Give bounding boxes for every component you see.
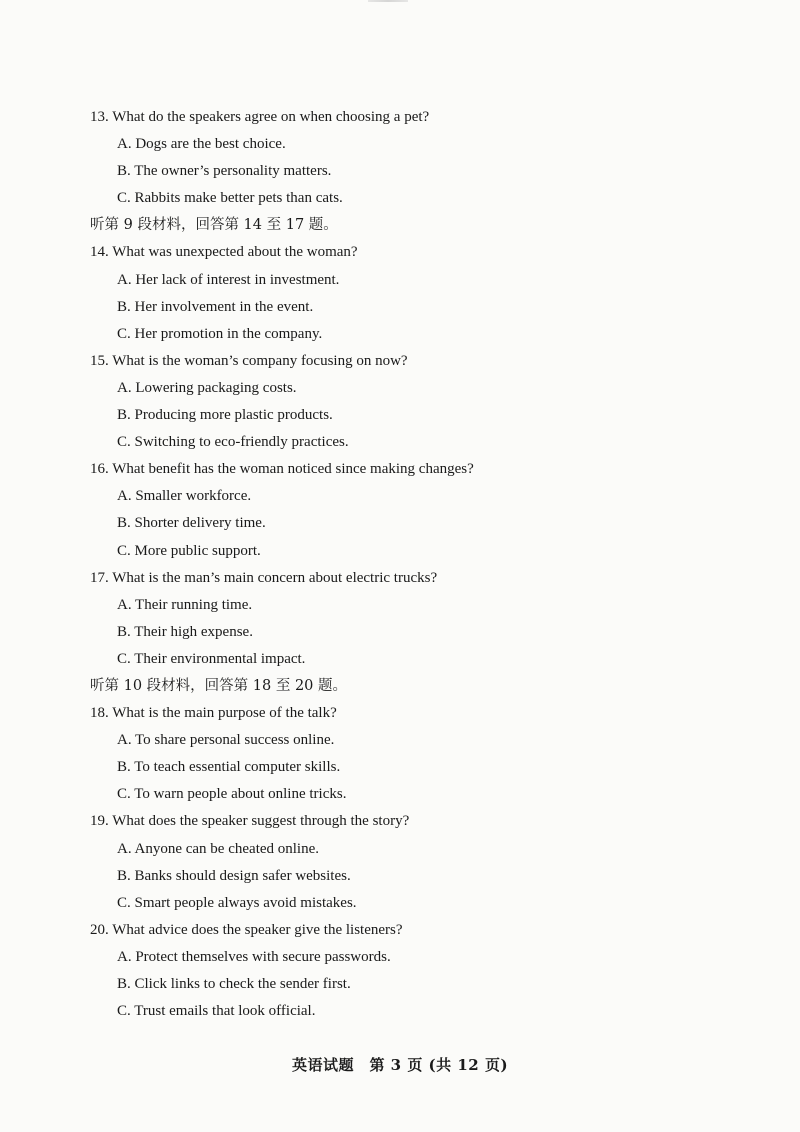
scan-mark bbox=[368, 0, 408, 2]
question-stem: 14. What was unexpected about the woman? bbox=[90, 244, 358, 261]
answer-option: A. Dogs are the best choice. bbox=[117, 136, 286, 153]
answer-option: A. Lowering packaging costs. bbox=[117, 379, 297, 396]
answer-option: B. Shorter delivery time. bbox=[117, 515, 266, 532]
answer-option: C. Their environmental impact. bbox=[117, 650, 306, 667]
answer-option: C. Her promotion in the company. bbox=[117, 325, 323, 342]
answer-option: B. Banks should design safer websites. bbox=[117, 867, 351, 884]
question-list bbox=[0, 104, 800, 1025]
question-stem: 20. What advice does the speaker give the listeners? bbox=[90, 921, 403, 938]
answer-option: A. Smaller workforce. bbox=[117, 488, 252, 505]
answer-option: A. Anyone can be cheated online. bbox=[117, 840, 320, 857]
answer-option: C. Trust emails that look official. bbox=[117, 1003, 316, 1020]
answer-option: A. To share personal success online. bbox=[117, 732, 335, 749]
answer-option: A. Their running time. bbox=[117, 596, 253, 613]
question-stem: 19. What does the speaker suggest through the story? bbox=[90, 813, 410, 830]
answer-option: C. Switching to eco-friendly practices. bbox=[117, 434, 349, 451]
section-instruction: 听第 10 段材料，回答第 18 至 20 题。 bbox=[90, 677, 348, 694]
question-stem: 15. What is the woman’s company focusing on now? bbox=[90, 352, 408, 369]
answer-option: C. Smart people always avoid mistakes. bbox=[117, 894, 357, 911]
answer-option: B. Click links to check the sender first. bbox=[117, 976, 351, 992]
section-instruction: 听第 9 段材料，回答第 14 至 17 题。 bbox=[90, 217, 338, 234]
question-stem: 17. What is the man’s main concern about electric trucks? bbox=[90, 569, 438, 586]
answer-option: B. Her involvement in the event. bbox=[117, 298, 314, 315]
page-footer: 英语试题 第 3 页 (共 12 页) bbox=[291, 1056, 509, 1074]
answer-option: B. The owner’s personality matters. bbox=[117, 163, 332, 180]
answer-option: B. Their high expense. bbox=[117, 623, 253, 640]
question-stem: 16. What benefit has the woman noticed since making changes? bbox=[90, 461, 474, 478]
answer-option: A. Her lack of interest in investment. bbox=[117, 271, 340, 288]
answer-option: C. Rabbits make better pets than cats. bbox=[117, 190, 343, 207]
answer-option: A. Protect themselves with secure passwords. bbox=[117, 948, 391, 965]
answer-option: B. Producing more plastic products. bbox=[117, 407, 333, 424]
answer-option: B. To teach essential computer skills. bbox=[117, 759, 341, 776]
answer-option: C. More public support. bbox=[117, 542, 261, 559]
question-stem: 13. What do the speakers agree on when choosing a pet? bbox=[90, 109, 430, 125]
answer-option: C. To warn people about online tricks. bbox=[117, 786, 347, 803]
question-stem: 18. What is the main purpose of the talk? bbox=[90, 705, 337, 722]
